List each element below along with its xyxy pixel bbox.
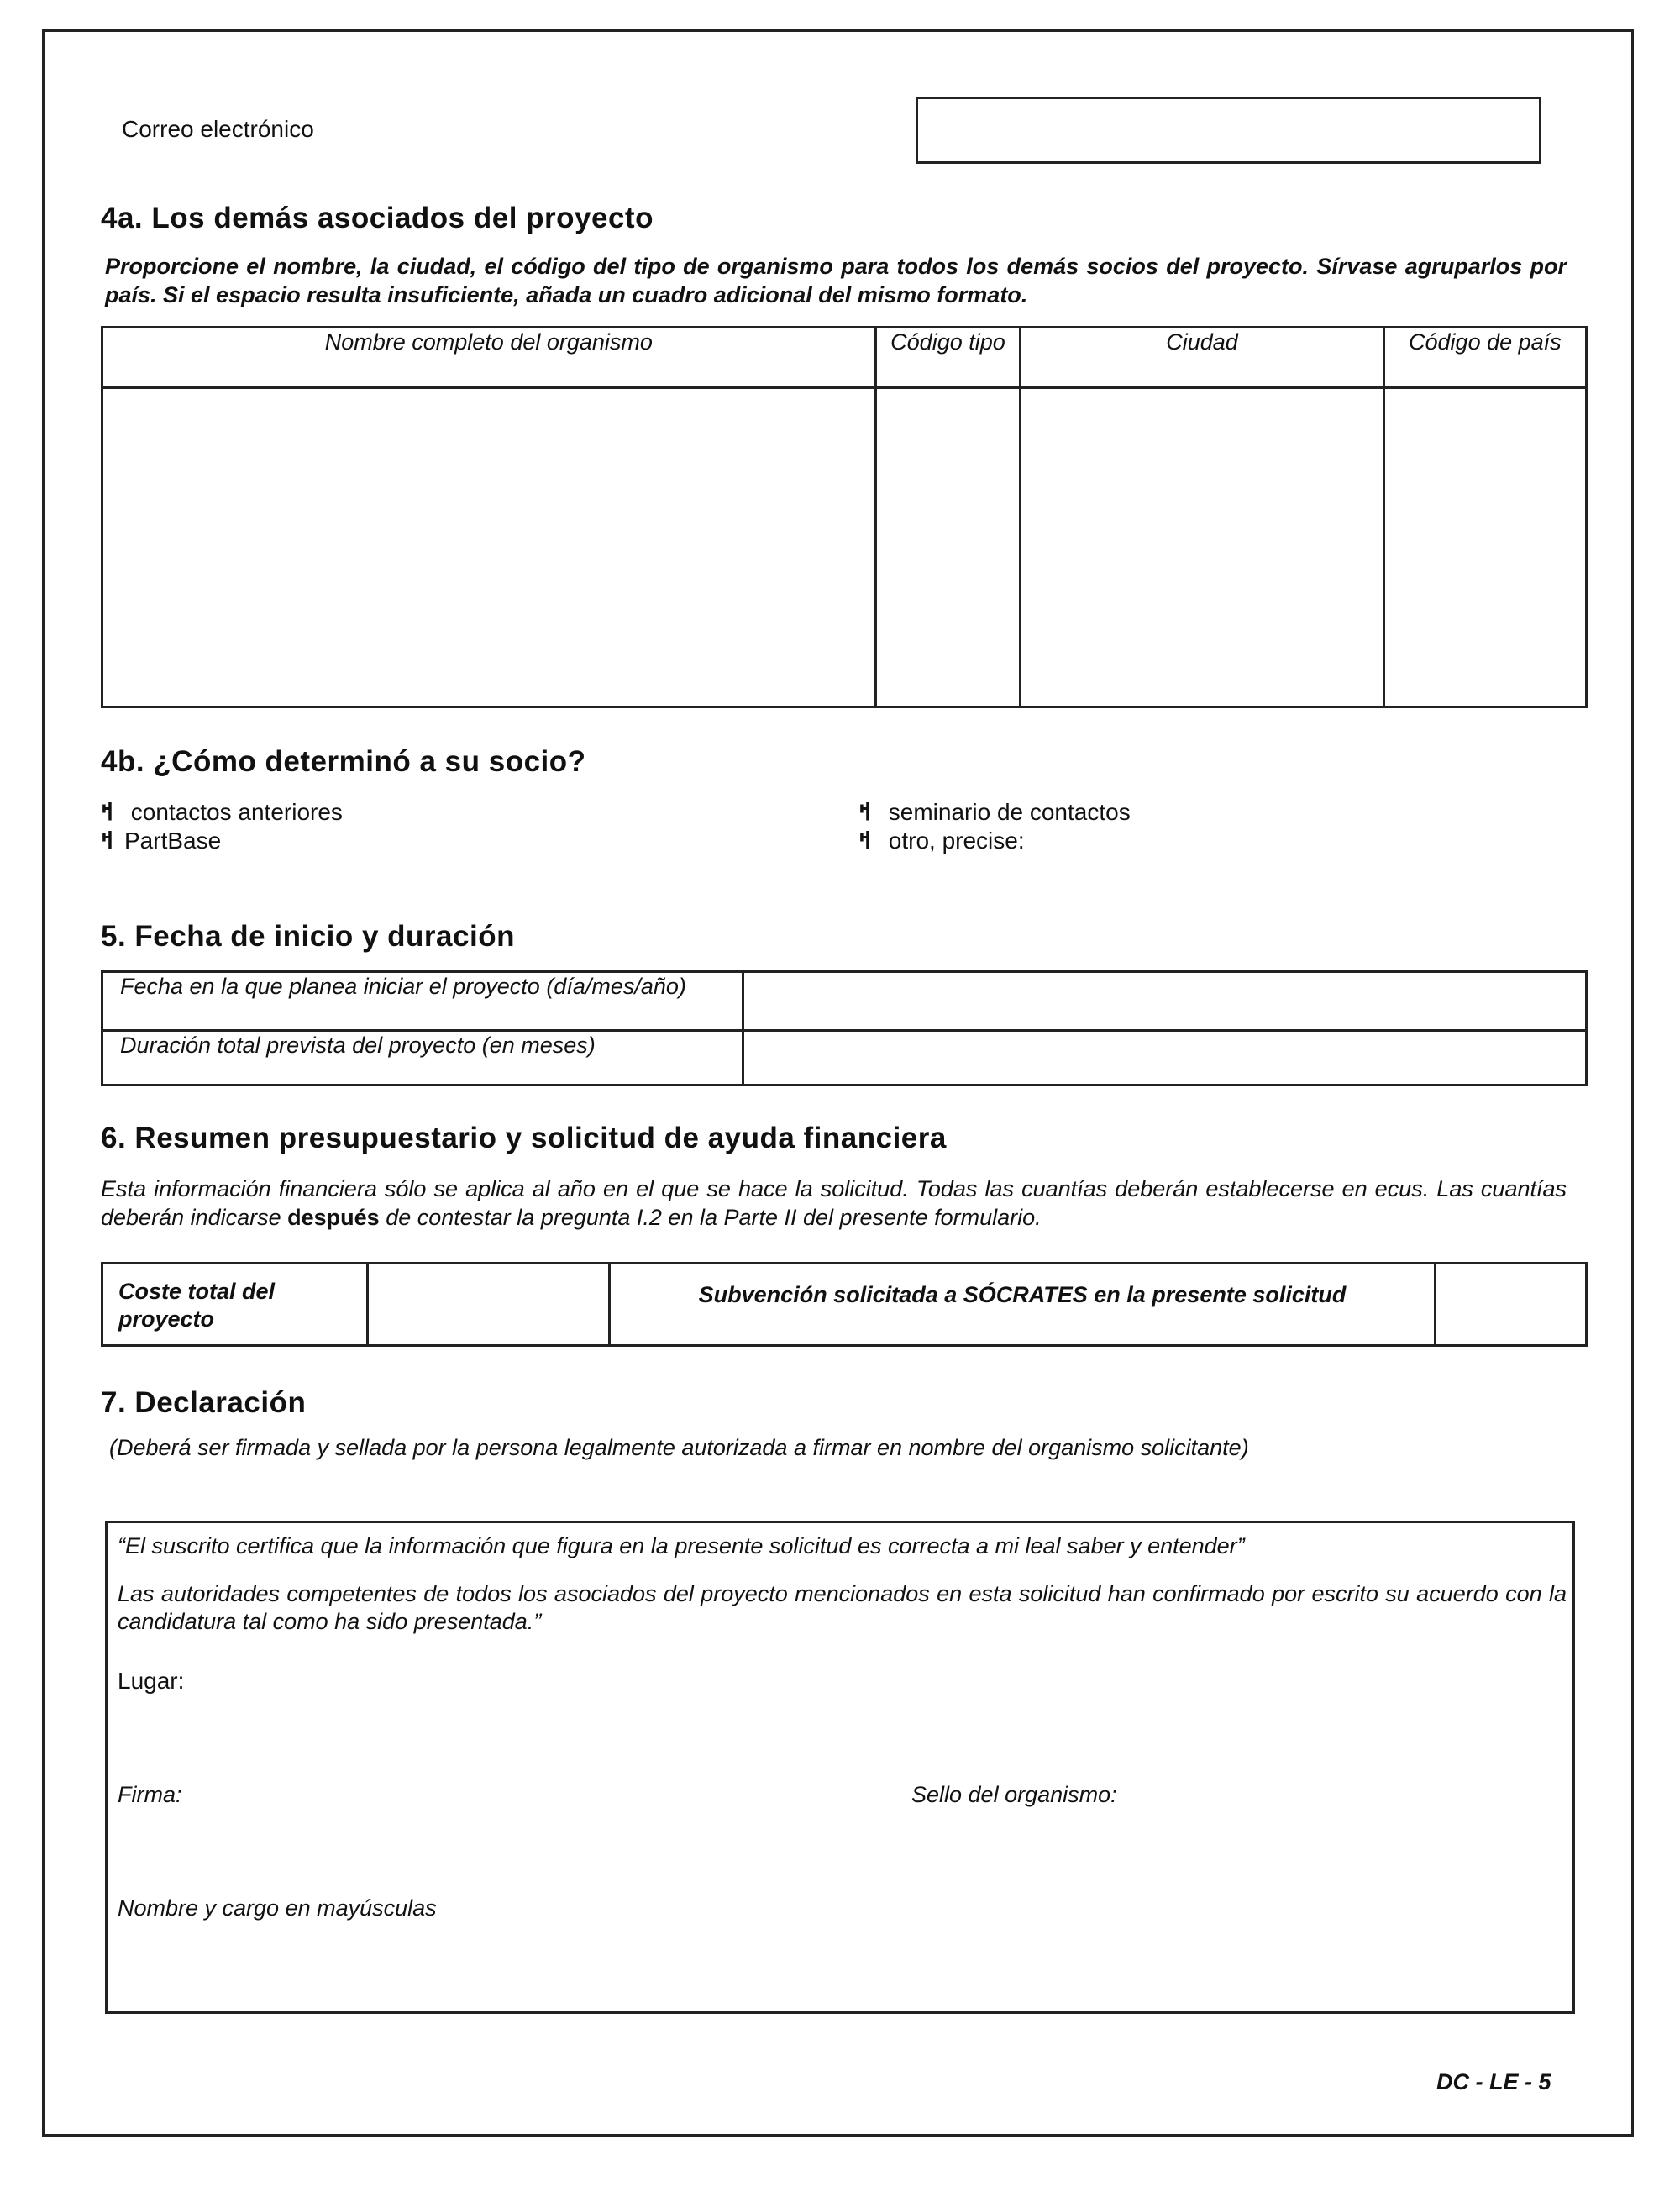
cell-type-code[interactable] — [875, 388, 1021, 707]
grant-label: Subvención solicitada a SÓCRATES en la presente solicitud — [610, 1264, 1436, 1346]
name-title-label: Nombre y cargo en mayúsculas — [118, 1895, 437, 1921]
place-label: Lugar: — [118, 1668, 185, 1694]
checkbox-icon[interactable]: ߞ — [858, 828, 871, 854]
total-cost-label: Coste total del proyecto — [102, 1264, 368, 1346]
certify-text: “El suscrito certifica que la información que figura en la presente solicitud es correcta a mi leal saber y entender” — [118, 1533, 1245, 1558]
start-date-label: Fecha en la que planea iniciar el proyecto (día/mes/año) — [102, 972, 743, 1031]
options-left — [101, 798, 343, 855]
cell-city[interactable] — [1021, 388, 1383, 707]
footer-code: DC - LE - 5 — [1436, 2069, 1551, 2095]
col-header-name: Nombre completo del organismo — [102, 328, 876, 388]
section-7-title: 7. Declaración — [101, 1386, 307, 1419]
email-label: Correo electrónico — [122, 116, 314, 142]
col-header-country-code: Código de país — [1383, 328, 1586, 388]
grant-field[interactable] — [1436, 1264, 1587, 1346]
option-other[interactable]: ߞ otro, precise: — [858, 828, 1025, 854]
declaration-box — [105, 1521, 1575, 2014]
section-4a-instructions: Proporcione el nombre, la ciudad, el código del tipo de organismo para todos los demás socios del proyecto. Sírvase agruparlos por país. Si el espacio resulta insuficiente, añada un cuadro adicional del mismo formato. — [105, 254, 1567, 307]
section-7-note: (Deberá ser firmada y sellada por la persona legalmente autorizada a firmar en nombre del organismo solicitante) — [109, 1435, 1249, 1460]
checkbox-icon[interactable]: ߞ — [101, 828, 113, 854]
option-contact-seminar[interactable]: ߞ seminario de contactos — [858, 799, 1131, 825]
options-right — [858, 798, 1131, 855]
email-field[interactable] — [916, 97, 1541, 164]
cell-name[interactable] — [102, 388, 876, 707]
table-row — [102, 388, 1587, 707]
total-cost-field[interactable] — [368, 1264, 610, 1346]
dates-table — [101, 970, 1588, 1086]
section-6-instructions: Esta información financiera sólo se aplica al año en el que se hace la solicitud. Todas las cuantías deberán establecerse en ecus. Las cuantías deberán indicarse después de contestar la pregunta I.2 en la Parte II del presente formulario. — [101, 1176, 1567, 1230]
section-4b-title: 4b. ¿Cómo determinó a su socio? — [101, 745, 586, 778]
section-6-title: 6. Resumen presupuestario y solicitud de ayuda financiera — [101, 1122, 947, 1154]
cell-country-code[interactable] — [1383, 388, 1586, 707]
authorities-text: Las autoridades competentes de todos los asociados del proyecto mencionados en esta solicitud han confirmado por escrito su acuerdo con la candidatura tal como ha sido presentada.” — [118, 1581, 1567, 1634]
section-4a-title: 4a. Los demás asociados del proyecto — [101, 202, 654, 234]
budget-table — [101, 1262, 1588, 1347]
duration-label: Duración total prevista del proyecto (en meses) — [102, 1031, 743, 1085]
section-5-title: 5. Fecha de inicio y duración — [101, 920, 515, 953]
start-date-field[interactable] — [743, 972, 1587, 1031]
checkbox-icon[interactable]: ߞ — [101, 799, 113, 825]
partners-table — [101, 326, 1588, 708]
option-previous-contacts[interactable]: ߞ contactos anteriores — [101, 799, 343, 825]
option-partbase[interactable]: ߞ PartBase — [101, 828, 222, 854]
duration-field[interactable] — [743, 1031, 1587, 1085]
signature-label: Firma: — [118, 1782, 182, 1807]
stamp-label: Sello del organismo: — [911, 1782, 1117, 1807]
col-header-city: Ciudad — [1021, 328, 1383, 388]
col-header-type-code: Código tipo — [875, 328, 1021, 388]
checkbox-icon[interactable]: ߞ — [858, 799, 871, 825]
